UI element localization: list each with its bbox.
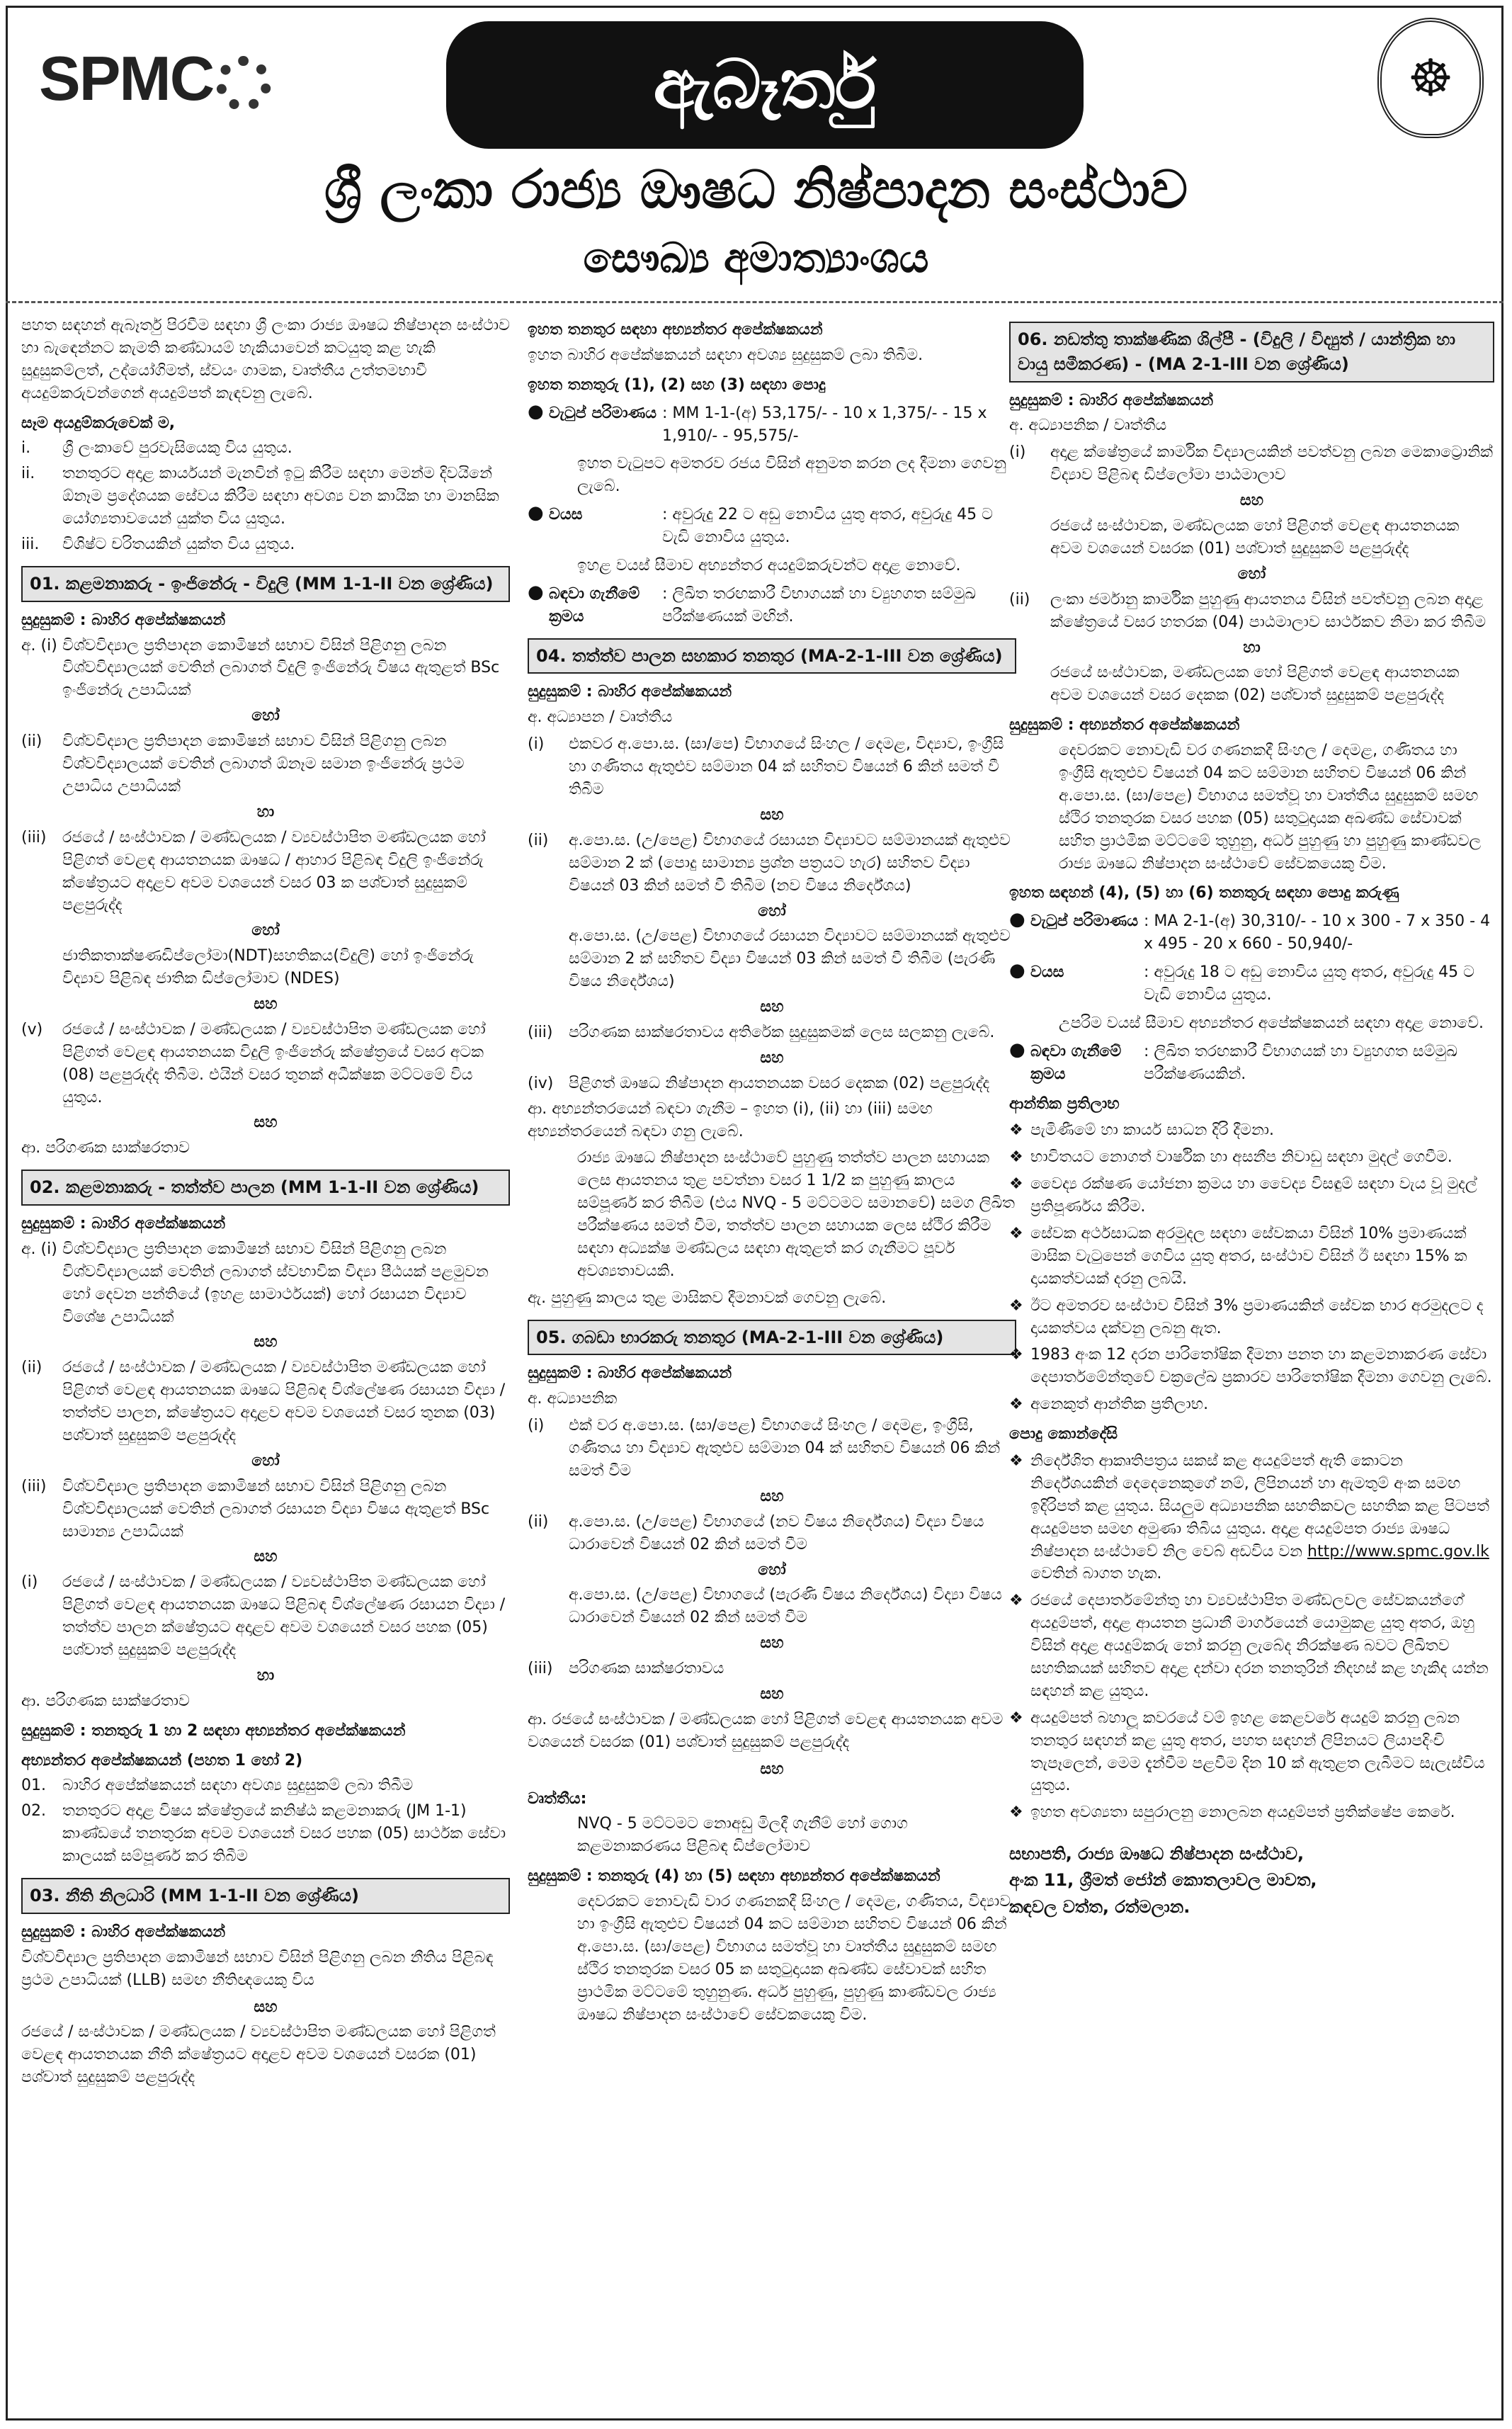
- list-item: (i) එක් වර අ.පො.ස. (සා/පෙළ) විභාගයේ සිංහල / දෙමළ, ඉංග්‍රීසි, ගණිතය හා විද්‍යාව ඇතුළුව සම්මාන 04 ක් සහිතව විෂයන් 06 කින් සමත් වීම: [528, 1417, 1001, 1480]
- column-2: [528, 312, 1016, 2030]
- conditions-heading: පොදු කොන්දේසි: [1009, 1425, 1118, 1444]
- internal-heading: සුදුසුකම් : තනතුරු (4) හා (5) සඳහා අභ්‍යන්තර අපේක්ෂකයන්: [528, 1867, 940, 1886]
- list-item: (ii) ලංකා ජර්මානු කාර්මික පුහුණු ආයතනය විසින් පවත්වනු ලබන අදාළ ක්ෂේත්‍රයේ වසර හතරක (04) පාඨමාලාව සාර්ථකව නිමා කර තිබීම: [1009, 590, 1487, 631]
- list-item: ❖ වෛද්‍ය රක්ෂණ යෝජනා ක්‍රමය හා වෛද්‍ය විසඳුම් සඳහා වැය වූ මුදල් ප්‍රතිපූර්ණය කිරීම.: [1009, 1173, 1494, 1218]
- gear-icon: [216, 56, 271, 111]
- internal-text: දෙවරකට නොවැඩි වර ගණනකදී සිංහල / දෙමළ, ගණිතය හා ඉංග්‍රීසි ඇතුළුව විෂයන් 04 කට සම්මාන සහිතව විෂයන් 06 කින් අ.පො.ස. (සා/පෙළ) විභාගය සමත්වූ හා වෘත්තීය සුදුසුකම් සමඟ ස්ථිර තනතුරක වසර පහක (05) සතුටුදායක අඛණ්ඩ සේවාවක් සහිත ප්‍රාථමික මට්ටමේ තුහුනු, අර්ධ පුහුණු හා පුහුණු කාණ්ඩවල රාජ්‍ය ඖෂධ නිෂ්පාදන සංස්ථාවේ සේවකයෙකු විම.: [1059, 742, 1482, 873]
- diamond-bullet-icon: ❖: [1009, 1804, 1023, 1822]
- and-label: සහ: [254, 1114, 278, 1132]
- diamond-bullet-icon: ❖: [1009, 1175, 1023, 1194]
- list-item: i. ශ්‍රී ලංකාවේ පුරවැසියෙකු විය යුතුය.: [21, 439, 292, 458]
- salary-row: ● වැටුප් පරිමාණය : MA 2-1-(අ) 30,310/- - 10 x 300 - 7 x 350 - 4 x 495 - 20 x 660 - 50,940/-: [1009, 909, 1491, 953]
- common-heading: ඉහත තනතුරු (1), (2) සහ (3) සඳහා පොදු: [528, 375, 826, 394]
- and-label: සහ: [254, 1333, 278, 1352]
- section-subheading: සුදුසුකම් : බාහිර අපේක්ෂකයන්: [528, 683, 732, 701]
- list-item: ❖ ඊට අමතරව සංස්ථාව විසින් 3% ප්‍රමාණයකින් සේවක භාර අරමුදලට ද දායකත්වය දක්වනු ලබනු ඇත.: [1009, 1295, 1494, 1340]
- age-row: ● වයස : අවුරුදු 22 ට අඩු නොවිය යුතු අතර, අවුරුදු 45 ට වැඩි නොවිය යුතුය.: [528, 502, 993, 547]
- diamond-bullet-icon: ❖: [1009, 1592, 1023, 1610]
- age-note: ඉහළ වයස් සීමාව අභ්‍යන්තර අයදුම්කරුවන්ට අදාළ නොවේ.: [577, 557, 961, 575]
- diamond-bullet-icon: ❖: [1009, 1148, 1023, 1167]
- or-label: හෝ: [251, 922, 280, 940]
- list-item: ❖ රජයේ දෙපාර්තමේන්තු හා ව්‍යවස්ථාපිත මණ්ඩලවල සේවකයන්ගේ අයදුම්පත්, අදාළ ආයතන ප්‍රධානී මාර්ගයෙන් යොමුකළ යුතු අතර, ඔහු විසින් අදාළ අයදුම්කරු නෝ කරනු ලැබේද නිරක්ෂණ බවට ලිඛිතව සහතිකයක් සහිතව අදාළ දන්වා දරන තනතුරින් නිදහස් කළ හැකිද යන්න සඳහන් කළ යුතුය.: [1009, 1590, 1494, 1702]
- and-label: සහ: [254, 995, 278, 1013]
- and-label: සහ: [254, 1998, 278, 2016]
- section-subheading: සුදුසුකම් : බාහිර අපේක්ෂකයන්: [1009, 391, 1214, 409]
- internal-heading: ඉහත තනතුර සඳහා අභ්‍යන්තර අපේක්ෂකයන්: [528, 321, 823, 339]
- and-label: සහ: [760, 1048, 784, 1067]
- s3-paragraph: විශ්වවිද්‍යාල ප්‍රතිපාදන කොමිෂන් සභාව විසින් පිළිගනු ලබන නීතිය පිළිබඳ ප්‍රථම උපාධියක් (LLB) සමඟ නීතිඥයෙකු විය: [21, 1948, 494, 1989]
- section-title-2: 02. කළමනාකරු - තත්ත්ව පාලන (MM 1-1-II වන ශ්‍රේණිය): [21, 1170, 510, 1206]
- diamond-bullet-icon: ❖: [1009, 1395, 1023, 1414]
- list-item: ❖ අයදුම්පත් බහාලූ කවරයේ වම් ඉහළ කෙළවරේ අයදුම් කරනු ලබන තනතුර සඳහන් කළ යුතු අතර, පහත සඳහන් ලිපිනයට ලියාපදිංචි තැපෑලෙන්, මෙම දැන්වීම පළවීම දින 10 ක් ඇතුළත ලැබීමට සැලැස්විය යුතුය.: [1009, 1707, 1494, 1798]
- list-item: (ii) අ.පො.ස. (උ/පෙළ) විභාගයේ රසායන විද්‍යාවට සම්මානයක් ඇතුළුව සම්මාන 2 ක් (පොදු සාමාන්‍ය ප්‍රශ්න පත්‍රයට හැර) සහිතව විද්‍යා විෂයන් 03 කින් සමත් වී තිබීම (නව විෂය නිර්දේශය): [528, 831, 1011, 895]
- section-subheading: සුදුසුකම් : බාහිර අපේක්ෂකයන්: [21, 1214, 226, 1233]
- and-label: සහ: [760, 1685, 784, 1704]
- list-item: 01. බාහිර අපේක්ෂකයන් සඳහා අවශ්‍ය සුදුසුකම් ලබා තිබීම: [21, 1777, 414, 1795]
- internal-text: දෙවරකට නොවැඩි වාර ගණනකදී සිංහල / දෙමළ, ගණිතය, විද්‍යාව හා ඉංග්‍රීසි ඇතුළුව විෂයන් 04 කට සම්මාන සහිතව විෂයන් 06 කින් අ.පො.ස. (සා/පෙළ) විභාගය සමත්වූ හා වෘත්තීය සුදුසුකම් සමඟ ස්ථිර තනතුරක වසර 05 ක සතුටුදායක අඛණ්ඩ සේවාවක් සහිත ප්‍රාථමික මට්ටමේ තුහුනුණ. අර්ධ පුහුණු, පුහුණු කාණ්ඩවල රාජ්‍ය ඖෂධ නිෂ්පාදන සංස්ථාවේ සේවකයෙකු විම.: [577, 1893, 1011, 2024]
- list-item: (ii) අ.පො.ස. (උ/පෙළ) විභාගයේ (නව විෂය නිර්දේශය) විද්‍යා විෂය ධාරාවෙන් විෂයන් 02 කින් සමත් වීම: [528, 1512, 984, 1553]
- vocational-text: NVQ - 5 මට්ටමට නොඅඩු මිලදී ගැනීම් හෝ ගොග කළමනාකරණය පිළිබඳ ඩිප්ලෝමාව: [577, 1815, 908, 1856]
- spmc-logo: SPMC: [39, 43, 271, 115]
- diamond-bullet-icon: ❖: [1009, 1121, 1023, 1140]
- s4-ae: ඇ. පුහුණු කාලය තුළ මාසිකව දීමනාවක් ගෙවනු ලැබේ.: [528, 1289, 887, 1307]
- list-item: ❖ පැමිණීමේ හා කාර්ය සාධන දිරි දීමනා.: [1009, 1119, 1494, 1142]
- and-label: හා: [1243, 638, 1261, 657]
- list-item: (i) රජයේ / සංස්ථාවක / මණ්ඩලයක / ව්‍යවස්ථාපිත මණ්ඩලයක හෝ පිළිගත් වෙළඳ ආයතනයක ඖෂධ පිළිබඳ විශ්ලේෂණ රසායන විද්‍යා / තත්ත්ව පාලන ක්ෂේත්‍රයට අදාළව අවම වශයෙන් වසර පහක (05) පශ්චාත් සුදුසුකම් පළපුරුද්ද: [21, 1573, 506, 1660]
- and-label: සහ: [760, 1634, 784, 1653]
- list-item: ❖ 1983 අංක 12 දරන පාරිතෝෂික දීමනා පනත හා කළමනාකරණ සේවා දෙපාර්තමේන්තුවේ චක්‍රලේඛ ප්‍රකාරව පාරිතෝෂික දීමනා ගෙවනු ලැබේ.: [1009, 1344, 1494, 1389]
- s5-aa: ආ. රජයේ සංස්ථාවක / මණ්ඩලයක හෝ පිළිගත් වෙළඳ ආයතනයක අවම වශයෙන් වසරක (01) පශ්චාත් සුදුසුකම් පළපුරුද්ද: [528, 1710, 1004, 1751]
- section-title-6: 06. නඩත්තු තාක්ෂණික ශිල්පී - (විදුලි / විද්‍යුත් / යාන්ත්‍රික හා වායු සමීකරණ) - (MA 2-1-III වන ශ්‍රේණිය): [1009, 322, 1494, 383]
- list-item: ❖ භාවිතයට නොගත් වාර්ෂික හා අසනීප නිවාඩු සඳහා මුදල් ගෙවීම.: [1009, 1146, 1494, 1169]
- list-item: ❖ අනෙකුත් ආන්තික ප්‍රතිලාභ.: [1009, 1393, 1494, 1416]
- salary-note: ඉහත වැටුපට අමතරව රජය විසින් අනුමත කරන ලද දීමනා ගෙවනු ලැබේ.: [577, 455, 1006, 496]
- list-item: iii. විශිෂ්ට චරිතයකින් යුක්ත විය යුතුය.: [21, 536, 295, 554]
- section-title-4: 04. තත්ත්ව පාලන සහකාර තනතුර (MA-2-1-III වන ශ්‍රේණිය): [528, 638, 1016, 674]
- s4-aa: ආ. අභ්‍යන්තරයෙන් බඳවා ගැනීම – ඉහත (i), (ii) හා (iii) සමඟ අභ්‍යන්තරයෙන් බඳවා ගනු ලැබේ.: [528, 1099, 933, 1140]
- list-item: ❖ ඉහත අවශ්‍යතා සපුරාලනු නොලබන අයදුම්පත් ප්‍රතික්ෂේප කෙරේ.: [1009, 1801, 1494, 1824]
- website-link[interactable]: http://www.spmc.gov.lk: [1307, 1542, 1489, 1561]
- s4-paragraph: රාජ්‍ය ඖෂධ නිෂ්පාදන සංස්ථාවේ පුහුණු තත්ත්ව පාලන සහායක ලෙස ආයතනය තුළ පවත්නා වසර 1 1/2 ක පුහුණු කාලය සම්පූර්ණ කර තිබීම (එය NVQ - 5 මට්ටමට සමානවේ) සමග ලිඛිත පරීක්ෂණය සමත් වීම, තත්ත්ව පාලන සහායක ලෙස ස්ථිර කිරීම සඳහා අධ්‍යක්ෂ මණ්ඩලය සඳහා ඇතුළත් කර ගැනීමට පූර්ව අවශ්‍යතාවයකි.: [577, 1149, 1016, 1280]
- list-item: අ.පො.ස. (උ/පෙළ) විභාගයේ (පැරණි විෂය නිර්දේශය) විද්‍යා විෂය ධාරාවෙන් විෂයන් 02 කින් සමත් වීම: [569, 1586, 1002, 1627]
- list-item: රජයේ සංස්ථාවක, මණ්ඩලයක හෝ පිළිගත් වෙළඳ ආයතනයක අවම වශයෙන් වසරක (01) පශ්චාත් සුදුසුකම් පළපුරුද්ද: [1050, 517, 1460, 557]
- and-label: සහ: [1239, 492, 1264, 510]
- age-row: ● වයස : අවුරුදු 18 ට අඩු නොවිය යුතු අතර, අවුරුදු 45 ට වැඩි නොවිය යුතුය.: [1009, 960, 1474, 1004]
- section-subheading: සුදුසුකම් : බාහිර අපේක්ෂකයන්: [21, 1923, 226, 1941]
- internal-heading: සුදුසුකම් : තනතුරු 1 හා 2 සඳහා අභ්‍යන්තර අපේක්ෂකයන්: [21, 1721, 406, 1740]
- list-item: (i) අදාළ ක්ෂේත්‍රයේ කාර්මික විද්‍යාලයකින් පවත්වනු ලබන මෙකාට්‍රොනික් විද්‍යාව පිළිබඳ ඩිප්ලෝමා පාඨමාලාව: [1009, 443, 1493, 485]
- vacancies-title: ඇබෑර්තු: [446, 21, 1084, 149]
- section-title-1: 01. කළමනාකරු - ඉංජිනේරු - විදුලි (MM 1-1-II වන ශ්‍රේණිය): [21, 566, 510, 602]
- section-subheading: සුදුසුකම් : බාහිර අපේක්ෂකයන්: [21, 611, 226, 629]
- list-item: ❖ නිර්දේශිත ආකෘතිපත්‍රය සකස් කළ අයදුම්පත් ඇති කොටන නිර්දේශයකින් දෙදෙනෙකුගේ නම්, ලිපිනයන් හා ඇමතුම් අංක සමඟ ඉදිරිපත් කළ යුතුය. සියලුම අධ්‍යාපනික සහතිකවල සහතික කළ පිටපත් අයදුම්පත සමඟ අමුණා තිබිය යුතුය. අදාළ අයදුම්පත රාජ්‍ය ඖෂධ නිෂ්පාදන සංස්ථාවේ නිල වෙබ් අඩවිය වන http://www.spmc.gov.lk වෙතින් බාගත හැක.: [1009, 1450, 1494, 1585]
- internal-heading: සුදුසුකම් : අභ්‍යන්තර අපේක්ෂකයන්: [1009, 716, 1240, 735]
- and-label: සහ: [760, 1760, 784, 1778]
- or-label: හෝ: [251, 707, 280, 725]
- and-label: සහ: [254, 1548, 278, 1566]
- method-row: ● බඳවා ගැනීමේ ක්‍රමය : ලිඛිත තරඟකාරී විභාගයක් හා ව්‍යුහගත සම්මුඛ පරීක්ෂණයකින්.: [1009, 1038, 1457, 1083]
- or-label: හෝ: [758, 1561, 786, 1579]
- list-item: (iii) විශ්වවිද්‍යාල ප්‍රතිපාදන කොමිෂන් සභාව විසින් පිළිගනු ලබන විශ්වවිද්‍යාලයක් වෙතින් ලබාගත් රසායන විද්‍යා විෂය ඇතුළත් BSc සාමාන්‍ය උපාධියක්: [21, 1477, 490, 1541]
- national-emblem-icon: ☸: [1377, 18, 1484, 138]
- section-title-5: 05. ගබඩා භාරකරු තනතුර (MA-2-1-III වන ශ්‍රේණිය): [528, 1320, 1016, 1356]
- list-item: 02. තනතුරට අදාළ විෂය ක්ෂේත්‍රයේ කනිෂ්ඨ කළමනාකරු (JM 1-1) කාණ්ඩයේ තනතුරක අවම වශයෙන් වසර පහක (05) සාර්ථක සේවා කාලයක් සම්පූර්ණ කර තිබීම: [21, 1802, 506, 1866]
- list-item: ජාතිකතාක්ෂණඩිප්ලෝමා(NDT)සහතිකය(විදුලි) හෝ ඉංජිනේරු විද්‍යාව පිළිබඳ ජාතික ඩිප්ලෝමාව (NDES): [62, 947, 474, 988]
- internal-subheading: අභ්‍යන්තර අපේක්ෂකයන් (පහත 1 හෝ 2): [21, 1751, 303, 1770]
- list-item: අ. (i) විශ්වවිද්‍යාල ප්‍රතිපාදන කොමිෂන් සභාව විසින් පිළිගනු ලබන විශ්වවිද්‍යාලයක් වෙතින් ලබාගත් විදුලි ඉංජිනේරු විෂය ඇතුළත් BSc ඉංජිනේරු උපාධියක්: [21, 636, 500, 700]
- dashed-divider: [6, 301, 1504, 303]
- or-label: හෝ: [758, 902, 786, 920]
- benefits-heading: ආන්තික ප්‍රතිලාභ: [1009, 1094, 1120, 1113]
- organization-name: ශ්‍රී ලංකා රාජ්‍ය ඖෂධ නිෂ්පාදන සංස්ථාව: [324, 159, 1188, 220]
- and-label: හා: [256, 803, 275, 821]
- vocational-heading: වෘත්තීය:: [528, 1789, 587, 1808]
- ministry-name: සෞඛ්‍ය අමාත්‍යාංශය: [583, 234, 929, 282]
- list-item: (iii) පරිගණක සාක්ෂරතාවය අතිරේක සුදුසුකමක් ලෙස සලකනු ලැබේ.: [528, 1023, 995, 1041]
- header: [0, 0, 1512, 305]
- diamond-bullet-icon: ❖: [1009, 1224, 1023, 1242]
- list-item: (iii) පරිගණක සාක්ෂරතාවය: [528, 1660, 724, 1678]
- postal-address: සභාපති, රාජ්‍ය ඖෂධ නිෂ්පාදන සංස්ථාව, අංක 11, ශ්‍රීමත් ජෝන් කොතලාවල මාවත, කඳවල වත්ත, රත්මලාන.: [1009, 1844, 1317, 1917]
- list-item: ❖ සේවක අර්ථසාධක අරමුදල සඳහා සේවකයා විසින් 10% ප්‍රමාණයක් මාසික වැටුපෙන් ගෙවිය යුතු අතර, සංස්ථාව විසින් ඊ සඳහා 15% ක දායකත්වයක් දරනු ලබයි.: [1009, 1223, 1494, 1291]
- list-item: (iv) පිළිගත් ඖෂධ නිෂ්පාදන ආයතනයක වසර දෙකක (02) පළපුරුද්ද: [528, 1074, 990, 1092]
- and-label: සහ: [760, 1487, 784, 1505]
- internal-text: ඉහත බාහිර අපේක්ෂකයන් සඳහා අවශ්‍ය සුදුසුකම් ලබා තිබීම.: [528, 346, 923, 364]
- list-item: (ii) විශ්වවිද්‍යාල ප්‍රතිපාදන කොමිෂන් සභාව විසින් පිළිගනු ලබන විශ්වවිද්‍යාලයක් වෙතින් ලබාගත් ඕනෑම සමාන ඉංජිනේරු ප්‍රථම උපාධිය උපාධියක්: [21, 732, 465, 795]
- diamond-bullet-icon: ❖: [1009, 1296, 1023, 1315]
- list-item: අ. (i) විශ්වවිද්‍යාල ප්‍රතිපාදන කොමිෂන් සභාව විසින් පිළිගනු ලබන විශ්වවිද්‍යාලයක් වෙතින් ලබාගත් ස්වභාවික විද්‍යා පීඨයක් පළමුවන හෝ දෙවන පන්තියේ (ඉහළ සාමාර්ථයක්) හෝ රසායන විද්‍යාව විශේෂ උපාධියක්: [21, 1240, 489, 1326]
- age-note: උපරිම වයස් සීමාව අභ්‍යන්තර අපේක්ෂකයන් සඳහා අදාළ නොවේ.: [1059, 1014, 1484, 1032]
- and-label: සහ: [760, 998, 784, 1017]
- list-item: රජයේ සංස්ථාවක, මණ්ඩලයක හෝ පිළිගත් වෙළඳ ආයතනයක අවම වශයෙන් වසර දෙකක (02) පශ්චාත් සුදුසුකම් පළපුරුද්ද: [1050, 664, 1460, 705]
- computer-literacy: ආ. පරිගණක සාක්ෂරතාව: [21, 1692, 190, 1710]
- s4-a: අ. අධ්‍යාපන / වෘත්තීය: [528, 708, 673, 727]
- list-item: අ.පො.ස. (උ/පෙළ) විභාගයේ රසායන විද්‍යාවට සම්මානයක් ඇතුළුව සම්මාන 2 ක් සහිතව විද්‍යා විෂයන් 03 කින් සමත් වී තිබීම (පැරණි විෂය නිර්දේශය): [569, 927, 1011, 991]
- and-label: සහ: [760, 805, 784, 824]
- s3-paragraph: රජයේ / සංස්ථාවක / මණ්ඩලයක / ව්‍යවස්ථාපිත මණ්ඩලයක හෝ පිළිගත් වෙළඳ ආයතනයක නීති ක්ෂේත්‍රයට අදාළව අවම වශයෙන් වසරක (01) පශ්චාත් සුදුසුකම් පළපුරුද්ද: [21, 2023, 496, 2087]
- or-label: හෝ: [251, 1451, 280, 1470]
- computer-literacy: ආ. පරිගණක සාක්ෂරතාව: [21, 1139, 190, 1157]
- diamond-bullet-icon: ❖: [1009, 1709, 1023, 1727]
- section-subheading: සුදුසුකම් : බාහිර අපේක්ෂකයන්: [528, 1364, 732, 1383]
- method-row: ● බඳවා ගැනීමේ ක්‍රමය : ලිඛිත තරඟකාරී විභාගයක් හා ව්‍යුහගත සම්මුඛ පරීක්ෂණයක් මඟින්.: [528, 581, 976, 625]
- s5-a: අ. අධ්‍යාපනික: [528, 1390, 618, 1408]
- list-item: (v) රජයේ / සංස්ථාවක / මණ්ඩලයක / ව්‍යවස්ථාපිත මණ්ඩලයක හෝ පිළිගත් වෙළඳ ආයතනයක විදුලි ඉංජිනේරු ක්ෂේත්‍රයේ වසර අටක (08) පළපුරුද්ද තිබීම. එයින් වසර තුනක් අධීක්ෂක මට්ටමේ විය යුතුය.: [21, 1020, 486, 1106]
- list-item: (iii) රජයේ / සංස්ථාවක / මණ්ඩලයක / ව්‍යවස්ථාපිත මණ්ඩලයක හෝ පිළිගත් වෙළඳ ආයතනයක ඖෂධ / ආහාර පිළිබඳ විදුලි ඉංජිනේරු ක්ෂේත්‍රයට අදාළව අවම වශයෙන් වසර 03 ක පශ්චාත් සුදුසුකම් පළපුරුද්ද: [21, 828, 486, 915]
- general-heading: සෑම අයදුම්කරුවෙක් ම,: [21, 414, 176, 432]
- column-3: [1009, 312, 1494, 1920]
- intro-text: පහත සඳහන් ඇබෑර්තු පිරවීම සඳහා ශ්‍රී ලංකා රාජ්‍ය ඖෂධ නිෂ්පාදන සංස්ථාව හා බැඳෙන්නට කැමති කණ්ඩායම් හැකියාවෙන් කටයුතු කළ හැකි සුදුසුකම්ලත්, උද්යෝගිමත්, ස්වයං ගාමක, වෘත්තීය උත්තමභාවී අයදුම්කරුවන්ගෙන් අයදුම්පත් කැඳවනු ලැබේ.: [21, 317, 510, 402]
- diamond-bullet-icon: ❖: [1009, 1346, 1023, 1364]
- list-item: ii. තනතුරට අදාළ කාර්යයන් මැනවින් ඉටු කිරීම සඳහා මෙන්ම දිවයිනේ ඕනෑම ප්‍රදේශයක සේවය කිරීම සඳහා අවශ්‍ය වන කායික හා මානසික යෝග්‍යතාවයෙන් යුක්ත විය යුතුය.: [21, 465, 499, 528]
- column-1: [21, 312, 510, 2093]
- list-item: (i) එකවර අ.පො.ස. (සා/පෙ) විභාගයේ සිංහල / දෙමළ, විද්‍යාව, ඉංග්‍රීසි හා ගණිතය ඇතුළුව සම්මාන 04 ක් සහිතව විෂයන් 6 කින් සමත් වී තිබීම: [528, 735, 1004, 799]
- or-label: හෝ: [1237, 565, 1266, 583]
- section-title-3: 03. නීති නිලධාරි (MM 1-1-II වන ශ්‍රේණිය): [21, 1878, 510, 1914]
- list-item: (ii) රජයේ / සංස්ථාවක / මණ්ඩලයක / ව්‍යවස්ථාපිත මණ්ඩලයක හෝ පිළිගත් වෙළඳ ආයතනයක ඖෂධ පිළිබඳ විශ්ලේෂණ රසායන විද්‍යා / තත්ත්ව පාලන, ක්ෂේත්‍රයට අදාළව අවම වශයෙන් වසර තුනක (03) පශ්චාත් සුදුසුකම් පළපුරුද්ද: [21, 1359, 506, 1444]
- s6-a: අ. අධ්‍යාපනික / වෘත්තීය: [1009, 417, 1167, 435]
- salary-row: ● වැටුප් පරිමාණය : MM 1-1-(අ) 53,175/- - 10 x 1,375/- - 15 x 1,910/- - 95,575/-: [528, 400, 987, 445]
- diamond-bullet-icon: ❖: [1009, 1452, 1023, 1470]
- and-label: හා: [256, 1666, 275, 1685]
- common-heading: ඉහත සඳහන් (4), (5) හා (6) තනතුරු සඳහා පොදු කරුණු: [1009, 884, 1399, 902]
